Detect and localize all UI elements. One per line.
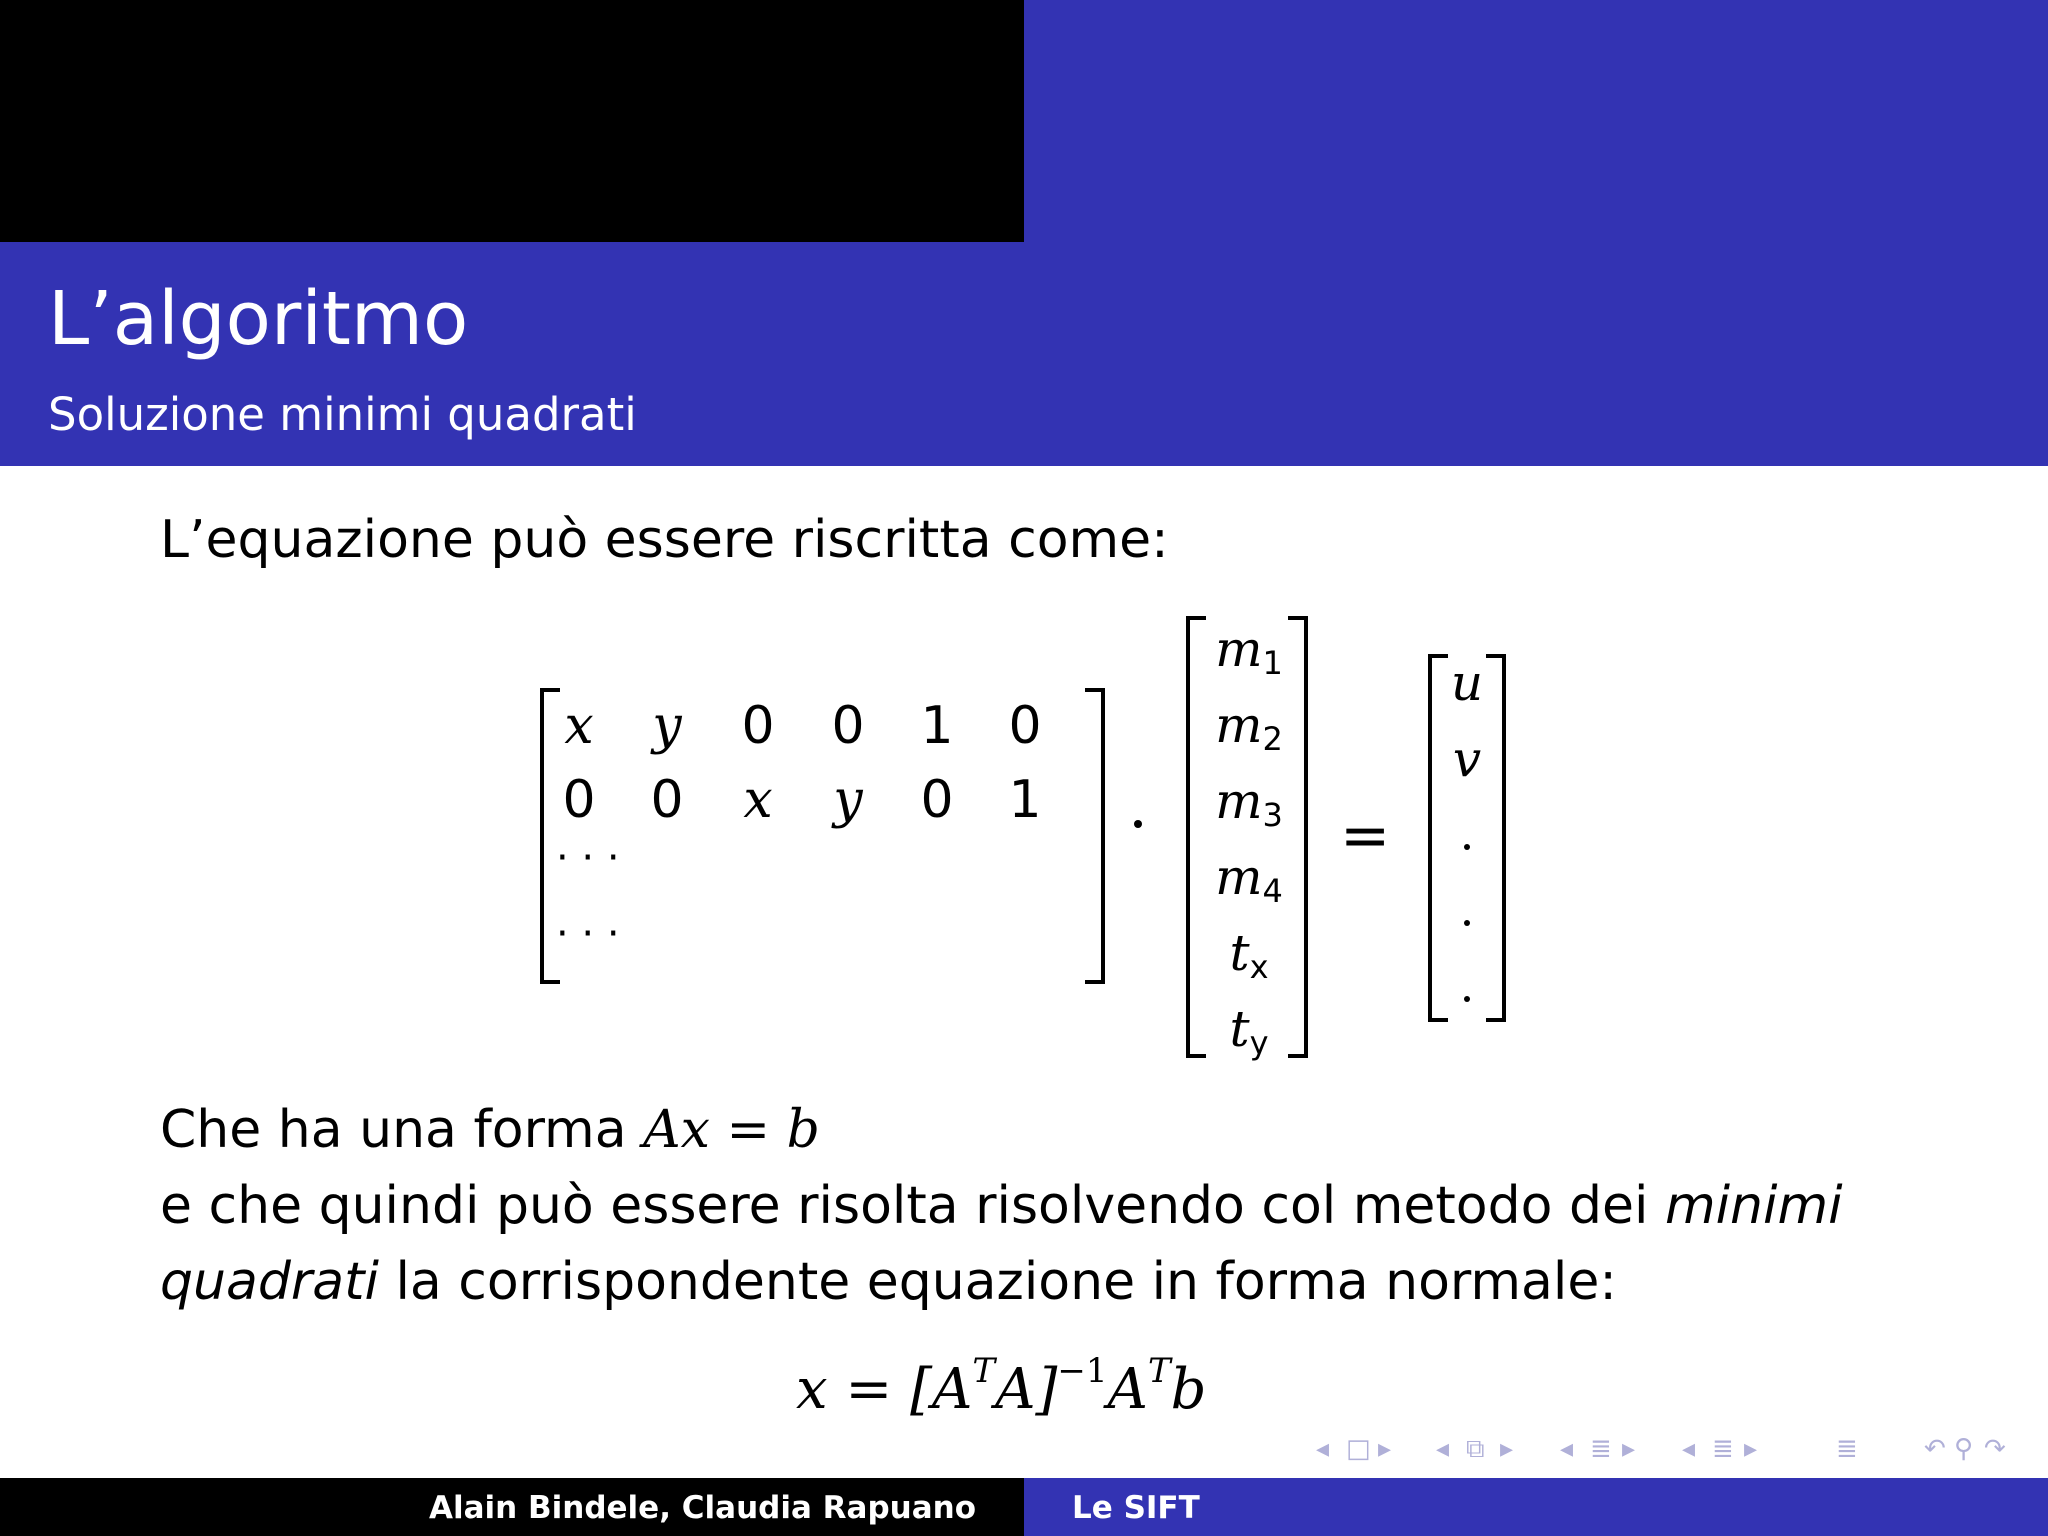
vector-entry: $m_1$ [1215, 620, 1283, 682]
vector-entry: $m_4$ [1215, 848, 1283, 910]
footer-title-panel [1024, 1478, 2048, 1536]
header-accent-panel [1024, 0, 2048, 242]
nav-frame-next-icon[interactable]: ▸ [1378, 1434, 1392, 1464]
method-text: e che quindi può essere risolta risolvendo col metodo dei minimi [160, 1176, 1843, 1236]
matrix-ellipsis: · · · [556, 911, 620, 957]
vector-entry: v [1452, 730, 1482, 788]
vector-dot [1464, 844, 1470, 850]
footer-authors: Alain Bindele, Claudia Rapuano [428, 1490, 976, 1526]
matrix-cell: 0 [831, 696, 865, 756]
equals-sign: = [1340, 801, 1391, 871]
matrix-ellipsis: · · · [556, 835, 620, 881]
matrix-cell: x [564, 696, 594, 756]
matrix-cell: 0 [920, 770, 954, 830]
vector-entry: $t_y$ [1229, 1000, 1269, 1062]
nav-section-next-icon[interactable]: ▸ [1622, 1434, 1636, 1464]
nav-part-icon[interactable]: ≣ [1712, 1434, 1734, 1464]
nav-toc-icon[interactable]: ≣ [1836, 1434, 1858, 1464]
matrix-a [540, 688, 1105, 984]
nav-part-prev-icon[interactable]: ◂ [1682, 1434, 1696, 1464]
footer-short-title: Le SIFT [1072, 1490, 1200, 1526]
vector-entry: $t_x$ [1229, 924, 1269, 986]
vector-dot [1464, 920, 1470, 926]
matrix-cell: 0 [562, 770, 596, 830]
nav-subsection-prev-icon[interactable]: ◂ [1436, 1434, 1450, 1464]
slide-subtitle: Soluzione minimi quadrati [48, 388, 637, 441]
vector-entry: $m_3$ [1215, 772, 1283, 834]
multiplication-dot [1134, 820, 1142, 828]
slide-title: L’algoritmo [48, 276, 469, 362]
right-bracket [1486, 654, 1506, 1022]
vector-m [1186, 616, 1308, 1062]
header-navigation-panel [0, 0, 1024, 242]
matrix-cell: 0 [741, 696, 775, 756]
nav-frame-prev-icon[interactable]: ◂ [1316, 1434, 1330, 1464]
left-bracket [1428, 654, 1448, 1022]
right-bracket [1288, 616, 1308, 1058]
nav-section-icon[interactable]: ≣ [1590, 1434, 1612, 1464]
matrix-cell: 0 [1008, 696, 1042, 756]
vector-u [1428, 654, 1506, 1022]
nav-subsection-icon[interactable]: ⧉ [1466, 1434, 1485, 1464]
nav-search-icon[interactable]: ⚲ [1954, 1434, 1974, 1464]
nav-forward-icon[interactable]: ↷ [1984, 1434, 2006, 1464]
nav-section-prev-icon[interactable]: ◂ [1560, 1434, 1574, 1464]
matrix-cell: 0 [650, 770, 684, 830]
footer-authors-panel [0, 1478, 1024, 1536]
matrix-cell: y [833, 770, 863, 830]
matrix-cell: x [743, 770, 773, 830]
matrix-cell: y [652, 696, 682, 756]
beamer-nav-controls [1316, 1434, 2036, 1464]
right-bracket [1085, 688, 1105, 984]
form-text: Che ha una forma Ax = b [160, 1100, 820, 1160]
vector-entry: u [1450, 654, 1484, 712]
intro-text: L’equazione può essere riscritta come: [160, 510, 1169, 570]
vector-entry: $m_2$ [1215, 696, 1283, 758]
nav-frame-icon[interactable]: □ [1346, 1434, 1371, 1464]
normal-equation-formula: $x = [A^TA]^{-1}A^Tb$ [796, 1351, 1207, 1422]
nav-subsection-next-icon[interactable]: ▸ [1500, 1434, 1514, 1464]
matrix-cell: 1 [920, 696, 954, 756]
matrix-cell: 1 [1008, 770, 1042, 830]
nav-part-next-icon[interactable]: ▸ [1744, 1434, 1758, 1464]
title-bar [0, 242, 2048, 466]
left-bracket [1186, 616, 1206, 1058]
normal-form-text: quadrati la corrispondente equazione in forma normale: [160, 1252, 1617, 1312]
nav-back-icon[interactable]: ↶ [1924, 1434, 1946, 1464]
vector-dot [1464, 996, 1470, 1002]
